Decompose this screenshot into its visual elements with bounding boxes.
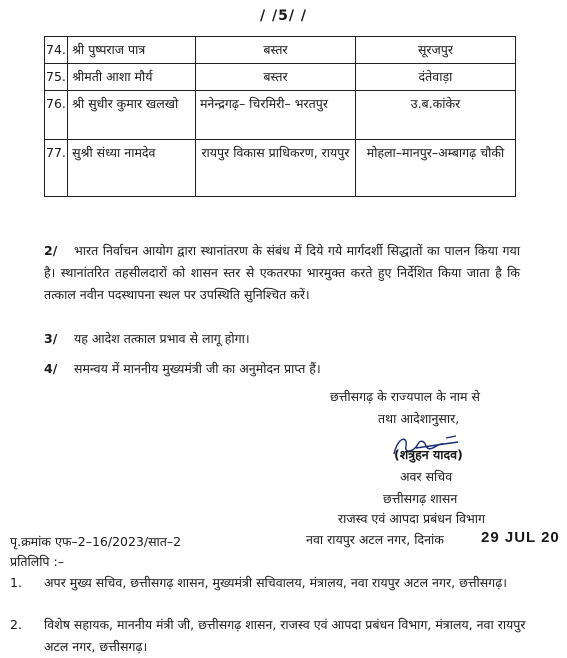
current-posting: बस्तर — [195, 37, 355, 64]
paragraph-number: 3/ — [44, 331, 58, 346]
new-posting: सूरजपुर — [355, 37, 515, 64]
paragraph-3 — [44, 328, 520, 350]
officer-name: श्री पुष्पराज पात्र — [68, 37, 196, 64]
copy-item-text: विशेष सहायक, माननीय मंत्री जी, छत्तीसगढ़ शासन, राजस्व एवं आपदा प्रबंधन विभाग, मंत्रालय, नवा रायपुर अटल नगर, छत्तीसगढ़। — [44, 617, 526, 654]
signatory-name: (शत्रुहन यादव) — [394, 447, 463, 462]
new-posting: उ.ब.कांकेर — [355, 91, 515, 140]
date-stamp: 29 JUL 20 — [481, 529, 560, 546]
current-posting: रायपुर विकास प्राधिकरण, रायपुर — [195, 140, 355, 197]
paragraph-text: समन्वय में माननीय मुख्यमंत्री जी का अनुमोदन प्राप्त हैं। — [74, 361, 321, 376]
row-number: 75. — [45, 64, 68, 91]
row-number: 76. — [45, 91, 68, 140]
new-posting: दंतेवाड़ा — [355, 64, 515, 91]
officer-name: सुश्री संध्या नामदेव — [68, 140, 196, 197]
signature-line-1: छत्तीसगढ़ के राज्यपाल के नाम से — [330, 389, 480, 404]
signatory-designation: अवर सचिव — [400, 469, 453, 484]
paragraph-4 — [44, 358, 520, 380]
new-posting: मोहला–मानपुर–अम्बागढ़ चौकी — [355, 140, 515, 197]
paragraph-2 — [44, 240, 520, 306]
row-number: 74. — [45, 37, 68, 64]
signature-line-2: तथा आदेशानुसार, — [378, 411, 460, 426]
page-number: / /5/ / — [260, 8, 307, 24]
table-row — [45, 64, 516, 91]
copy-heading: प्रतिलिपि :– — [10, 554, 64, 569]
officer-name: श्री सुधीर कुमार खलखो — [68, 91, 196, 140]
current-posting: बस्तर — [195, 64, 355, 91]
table-row — [45, 37, 516, 64]
copy-item-number: 1. — [10, 575, 22, 590]
row-number: 77. — [45, 140, 68, 197]
transfer-table — [44, 36, 516, 197]
memo-number: पृ.क्रमांक एफ–2–16/2023/सात–2 — [10, 534, 182, 549]
copy-item-number: 2. — [10, 617, 22, 632]
signatory-government: छत्तीसगढ़ शासन — [383, 491, 458, 506]
paragraph-text: भारत निर्वाचन आयोग द्वारा स्थानांतरण के संबंध में दिये गये मार्गदर्शी सिद्धातों का पालन किया गया है। स्थानांतरित तहसीलदारों को शासन स्तर से एकतरफा भारमुक्त करते हुए निर्देशित किया जाता है कि तत्काल नवीन पदस्थापना स्थल पर उपस्थिति सुनिश्चित करें। — [44, 243, 520, 302]
officer-name: श्रीमती आशा मौर्य — [68, 64, 196, 91]
table-row — [45, 140, 516, 197]
memo-place: नवा रायपुर अटल नगर, दिनांक — [306, 532, 444, 547]
signatory-department: राजस्व एवं आपदा प्रबंधन विभाग — [338, 511, 486, 526]
current-posting: मनेन्द्रगढ़– चिरमिरी– भरतपुर — [195, 91, 355, 140]
table-row — [45, 91, 516, 140]
paragraph-number: 2/ — [44, 243, 58, 258]
paragraph-text: यह आदेश तत्काल प्रभाव से लागू होगा। — [74, 331, 250, 346]
copy-item-text: अपर मुख्य सचिव, छत्तीसगढ़ शासन, मुख्यमंत्री सचिवालय, मंत्रालय, नवा रायपुर अटल नगर, छत्तीसगढ़। — [44, 575, 507, 590]
paragraph-number: 4/ — [44, 361, 58, 376]
